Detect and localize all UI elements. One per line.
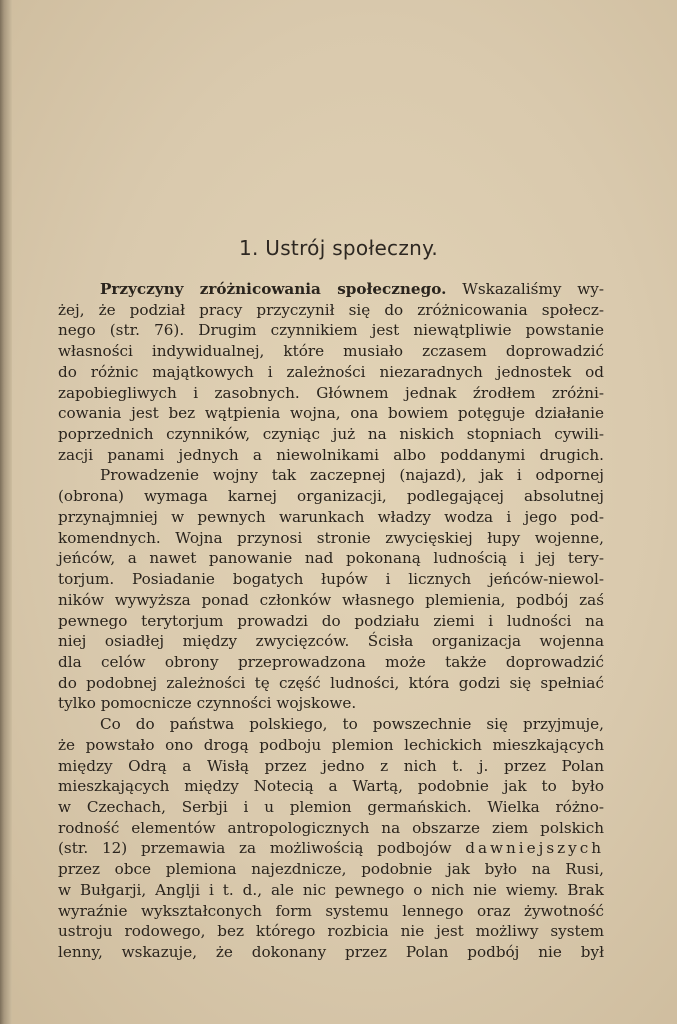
text-line: przynajmniej w pewnych warunkach władzy wodza i jego pod-: [58, 507, 604, 526]
text-line: że powstało ono drogą podboju plemion lechickich mieszkających: [58, 735, 604, 754]
text-line: lenny, wskazuje, że dokonany przez Polan podbój nie był: [58, 943, 604, 961]
text-line: w Czechach, Serbji i u plemion germańskich. Wielka różno-: [58, 797, 604, 816]
text-line: nego (str. 76). Drugim czynnikiem jest niewątpliwie powstanie: [58, 321, 604, 340]
text-line: Prowadzenie wojny tak zaczepnej (najazd), jak i odpornej: [100, 466, 604, 485]
text-line: jeńców, a nawet panowanie nad pokonaną ludnością i jej tery-: [58, 549, 604, 568]
text-line: wyraźnie wykształconych form systemu lennego oraz żywotność: [58, 901, 604, 920]
page-body-text: [58, 279, 604, 963]
text-fragment: (str. 12) przemawia za możliwością podbojów: [58, 839, 466, 858]
text-line: cowania jest bez wątpienia wojna, ona bowiem potęguje działanie: [58, 404, 604, 423]
text-line: rodność elementów antropologicznych na obszarze ziem polskich: [58, 818, 604, 837]
text-line: dla celów obrony przeprowadzona może także doprowadzić: [58, 652, 604, 671]
text-line: pewnego terytorjum prowadzi do podziału ziemi i ludności na: [58, 611, 604, 630]
text-line: przez obce plemiona najezdnicze, podobnie jak było na Rusi,: [58, 860, 604, 879]
text-line: komendnych. Wojna przynosi stronie zwycięskiej łupy wojenne,: [58, 528, 604, 547]
text-line: do podobnej zależności tę część ludności, która godzi się spełniać: [58, 673, 604, 692]
emphasized-word: dawniejszych: [465, 839, 604, 858]
text-line: mieszkających między Notecią a Wartą, podobnie jak to było: [58, 777, 604, 796]
text-line: do różnic majątkowych i zależności niezaradnych jednostek od: [58, 362, 604, 381]
text-line: niej osiadłej między zwycięzców. Ścisła organizacja wojenna: [58, 632, 604, 651]
text-line: własności indywidualnej, które musiało zczasem doprowadzić: [58, 342, 604, 361]
text-line: (obrona) wymaga karnej organizacji, podlegającej absolutnej: [58, 487, 604, 506]
text-line: Co do państwa polskiego, to powszechnie się przyjmuje,: [100, 715, 604, 734]
text-fragment: Wskazaliśmy wy-: [446, 280, 604, 298]
text-line: torjum. Posiadanie bogatych łupów i licznych jeńców-niewol-: [58, 570, 604, 589]
text-line: [58, 838, 604, 859]
paragraph-heading: Przyczyny zróżnicowania społecznego.: [100, 280, 447, 298]
text-line: żej, że podział pracy przyczynił się do zróżnicowania społecz-: [58, 300, 604, 319]
text-line: między Odrą a Wisłą przez jedno z nich t. j. przez Polan: [58, 756, 604, 775]
text-line: ników wywyższa ponad członków własnego plemienia, podbój zaś: [58, 590, 604, 609]
text-line: tylko pomocnicze czynności wojskowe.: [58, 694, 357, 713]
text-line: zacji panami jednych a niewolnikami albo poddanymi drugich.: [58, 445, 604, 464]
section-title: 1. Ustrój społeczny.: [238, 236, 439, 260]
text-line: w Bułgarji, Anglji i t. d., ale nic pewnego o nich nie wiemy. Brak: [58, 880, 604, 899]
text-line: ustroju rodowego, bez którego rozbicia nie jest możliwy system: [58, 922, 604, 941]
text-line: [58, 279, 604, 300]
text-line: poprzednich czynników, czyniąc już na niskich stopniach cywili-: [58, 425, 604, 444]
text-line: zapobiegliwych i zasobnych. Głównem jednak źrodłem zróżni-: [58, 383, 604, 402]
